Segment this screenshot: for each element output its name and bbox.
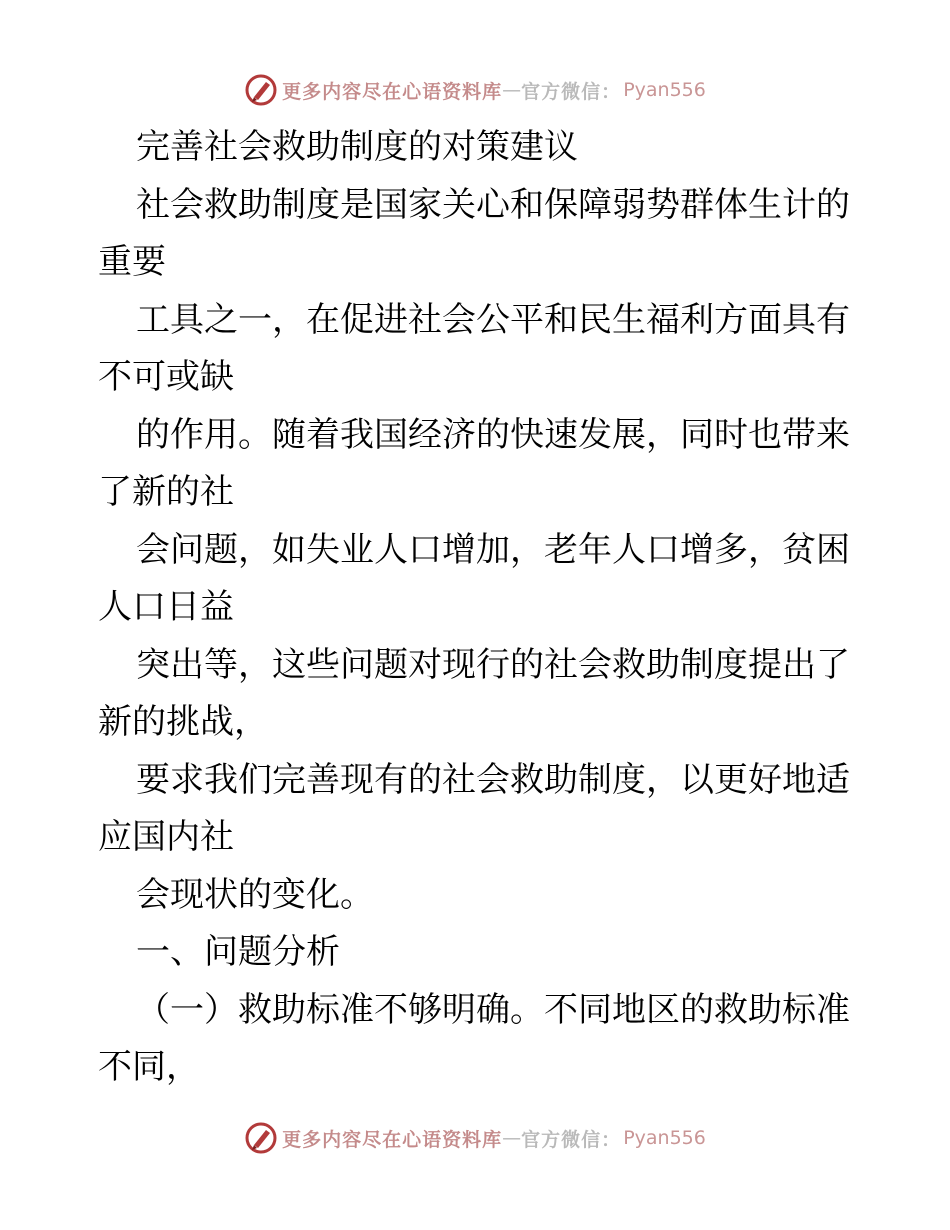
banner-separator: — [502,1127,522,1149]
pen-seal-icon [244,73,278,107]
banner-wechat-label: 官方微信： [521,80,622,103]
text-line: 社会救助制度是国家关心和保障弱势群体生计的 [136,184,850,225]
banner-wechat-id: Pyan556 [623,79,706,101]
text-line: 要求我们完善现有的社会救助制度，以更好地适 [136,759,850,800]
text-line: （一）救助标准不够明确。不同地区的救助标准 [136,989,850,1030]
text-line: 重要 [98,242,166,282]
text-line: 了新的社 [98,472,234,512]
document-body [98,119,858,1097]
text-line: 突出等，这些问题对现行的社会救助制度提出了 [136,644,850,685]
banner-promo-text: 更多内容尽在心语资料库 [282,1128,503,1151]
text-line: 工具之一，在促进社会公平和民生福利方面具有 [136,299,850,340]
text-line: 新的挑战， [98,702,268,742]
footer-banner [0,1118,950,1158]
header-banner [0,70,950,110]
text-line: 人口日益 [98,587,234,627]
text-line: 的作用。随着我国经济的快速发展，同时也带来 [136,414,850,455]
text-line: 会问题，如失业人口增加，老年人口增多，贫困 [136,529,850,570]
pen-seal-icon [244,1121,278,1155]
banner-separator: — [502,79,522,101]
banner-wechat-label: 官方微信： [521,1128,622,1151]
text-line: 不可或缺 [98,357,234,397]
banner-promo-text: 更多内容尽在心语资料库 [282,80,503,103]
text-line: 会现状的变化。 [136,874,374,915]
text-line: 完善社会救助制度的对策建议 [136,127,578,167]
text-line: 一、问题分析 [136,932,340,972]
text-line: 不同， [98,1047,200,1087]
banner-wechat-id: Pyan556 [623,1127,706,1149]
text-line: 应国内社 [98,817,234,857]
